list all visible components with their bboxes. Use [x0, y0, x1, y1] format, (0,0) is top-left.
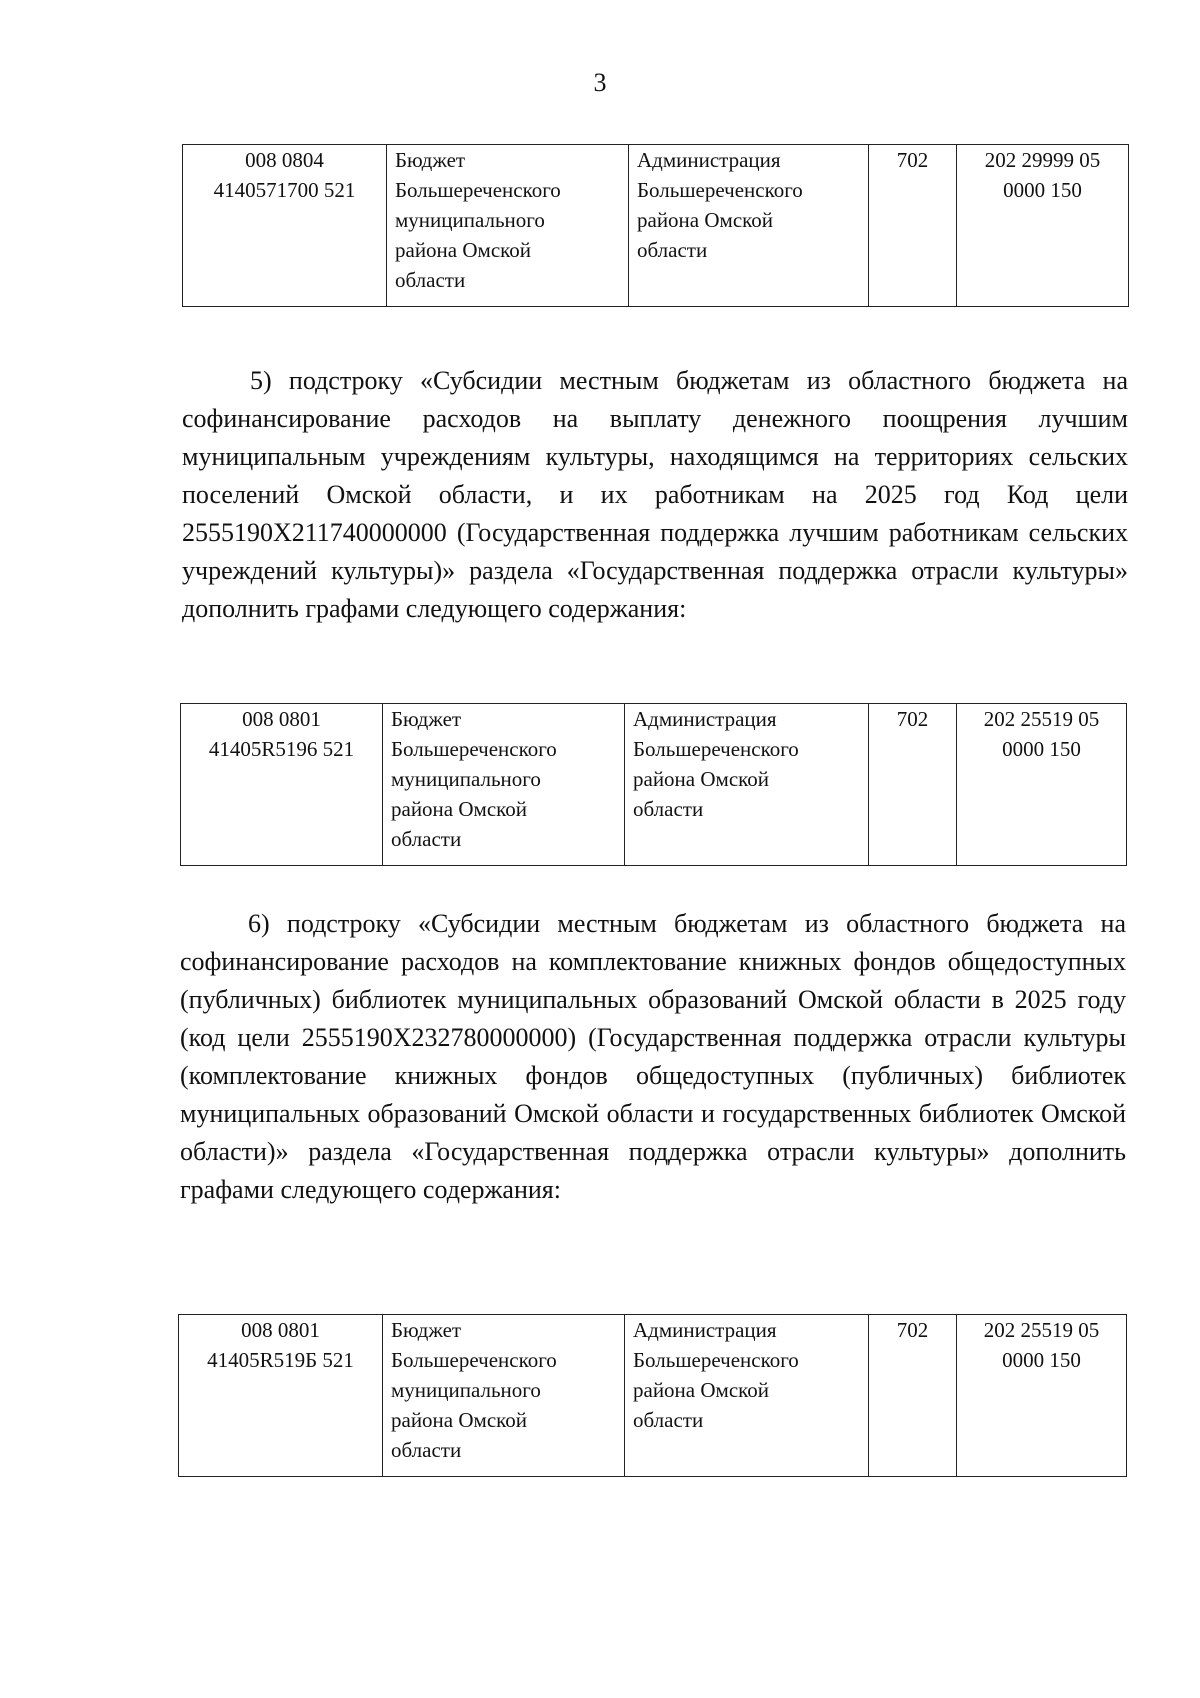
administrator-cell: Администрация Большереченского района Омской области [629, 145, 869, 307]
budget-table-2 [180, 703, 1127, 866]
budget-table-1 [182, 144, 1129, 307]
code-cell: 008 0801 41405R5196 521 [181, 704, 383, 866]
paragraph-6-text: 6) подстроку «Субсидии местным бюджетам из областного бюджета на софинансирование расходов на комплектование книжных фондов общедоступных (публичных) библиотек муниципальных образований Омской области в 2025 году (код цели 2555190Х232780000000) (Государственная поддержка отрасли культуры (комплектование книжных фондов общедоступных (публичных) библиотек муниципальных образований Омской области и государственных библиотек Омской области)» раздела «Государственная поддержка отрасли культуры» дополнить графами следующего содержания: [180, 909, 1126, 1204]
administrator-cell: Администрация Большереченского района Омской области [625, 704, 869, 866]
paragraph-5 [182, 362, 1128, 628]
paragraph-5-text: 5) подстроку «Субсидии местным бюджетам из областного бюджета на софинансирование расходов на выплату денежного поощрения лучшим муниципальным учреждениям культуры, находящимся на территориях сельских поселений Омской области, и их работникам на 2025 год Код цели 2555190Х211740000000 (Государственная поддержка лучшим работникам сельских учреждений культуры)» раздела «Государственная поддержка отрасли культуры» дополнить графами следующего содержания: [182, 366, 1128, 623]
kbk-cell: 202 25519 05 0000 150 [957, 704, 1127, 866]
table-row [179, 1315, 1127, 1477]
page-number: 3 [593, 68, 607, 97]
table-row [183, 145, 1129, 307]
budget-cell: Бюджет Большереченского муниципального района Омской области [383, 704, 625, 866]
budget-cell: Бюджет Большереченского муниципального района Омской области [387, 145, 629, 307]
kbk-cell: 202 29999 05 0000 150 [957, 145, 1129, 307]
budget-table-3 [178, 1314, 1127, 1477]
budget-cell: Бюджет Большереченского муниципального района Омской области [383, 1315, 625, 1477]
number-cell: 702 [869, 1315, 957, 1477]
administrator-cell: Администрация Большереченского района Омской области [625, 1315, 869, 1477]
number-cell: 702 [869, 145, 957, 307]
table-row [181, 704, 1127, 866]
number-cell: 702 [869, 704, 957, 866]
paragraph-6 [180, 905, 1126, 1209]
kbk-cell: 202 25519 05 0000 150 [957, 1315, 1127, 1477]
code-cell: 008 0801 41405R519Б 521 [179, 1315, 383, 1477]
code-cell: 008 0804 4140571700 521 [183, 145, 387, 307]
